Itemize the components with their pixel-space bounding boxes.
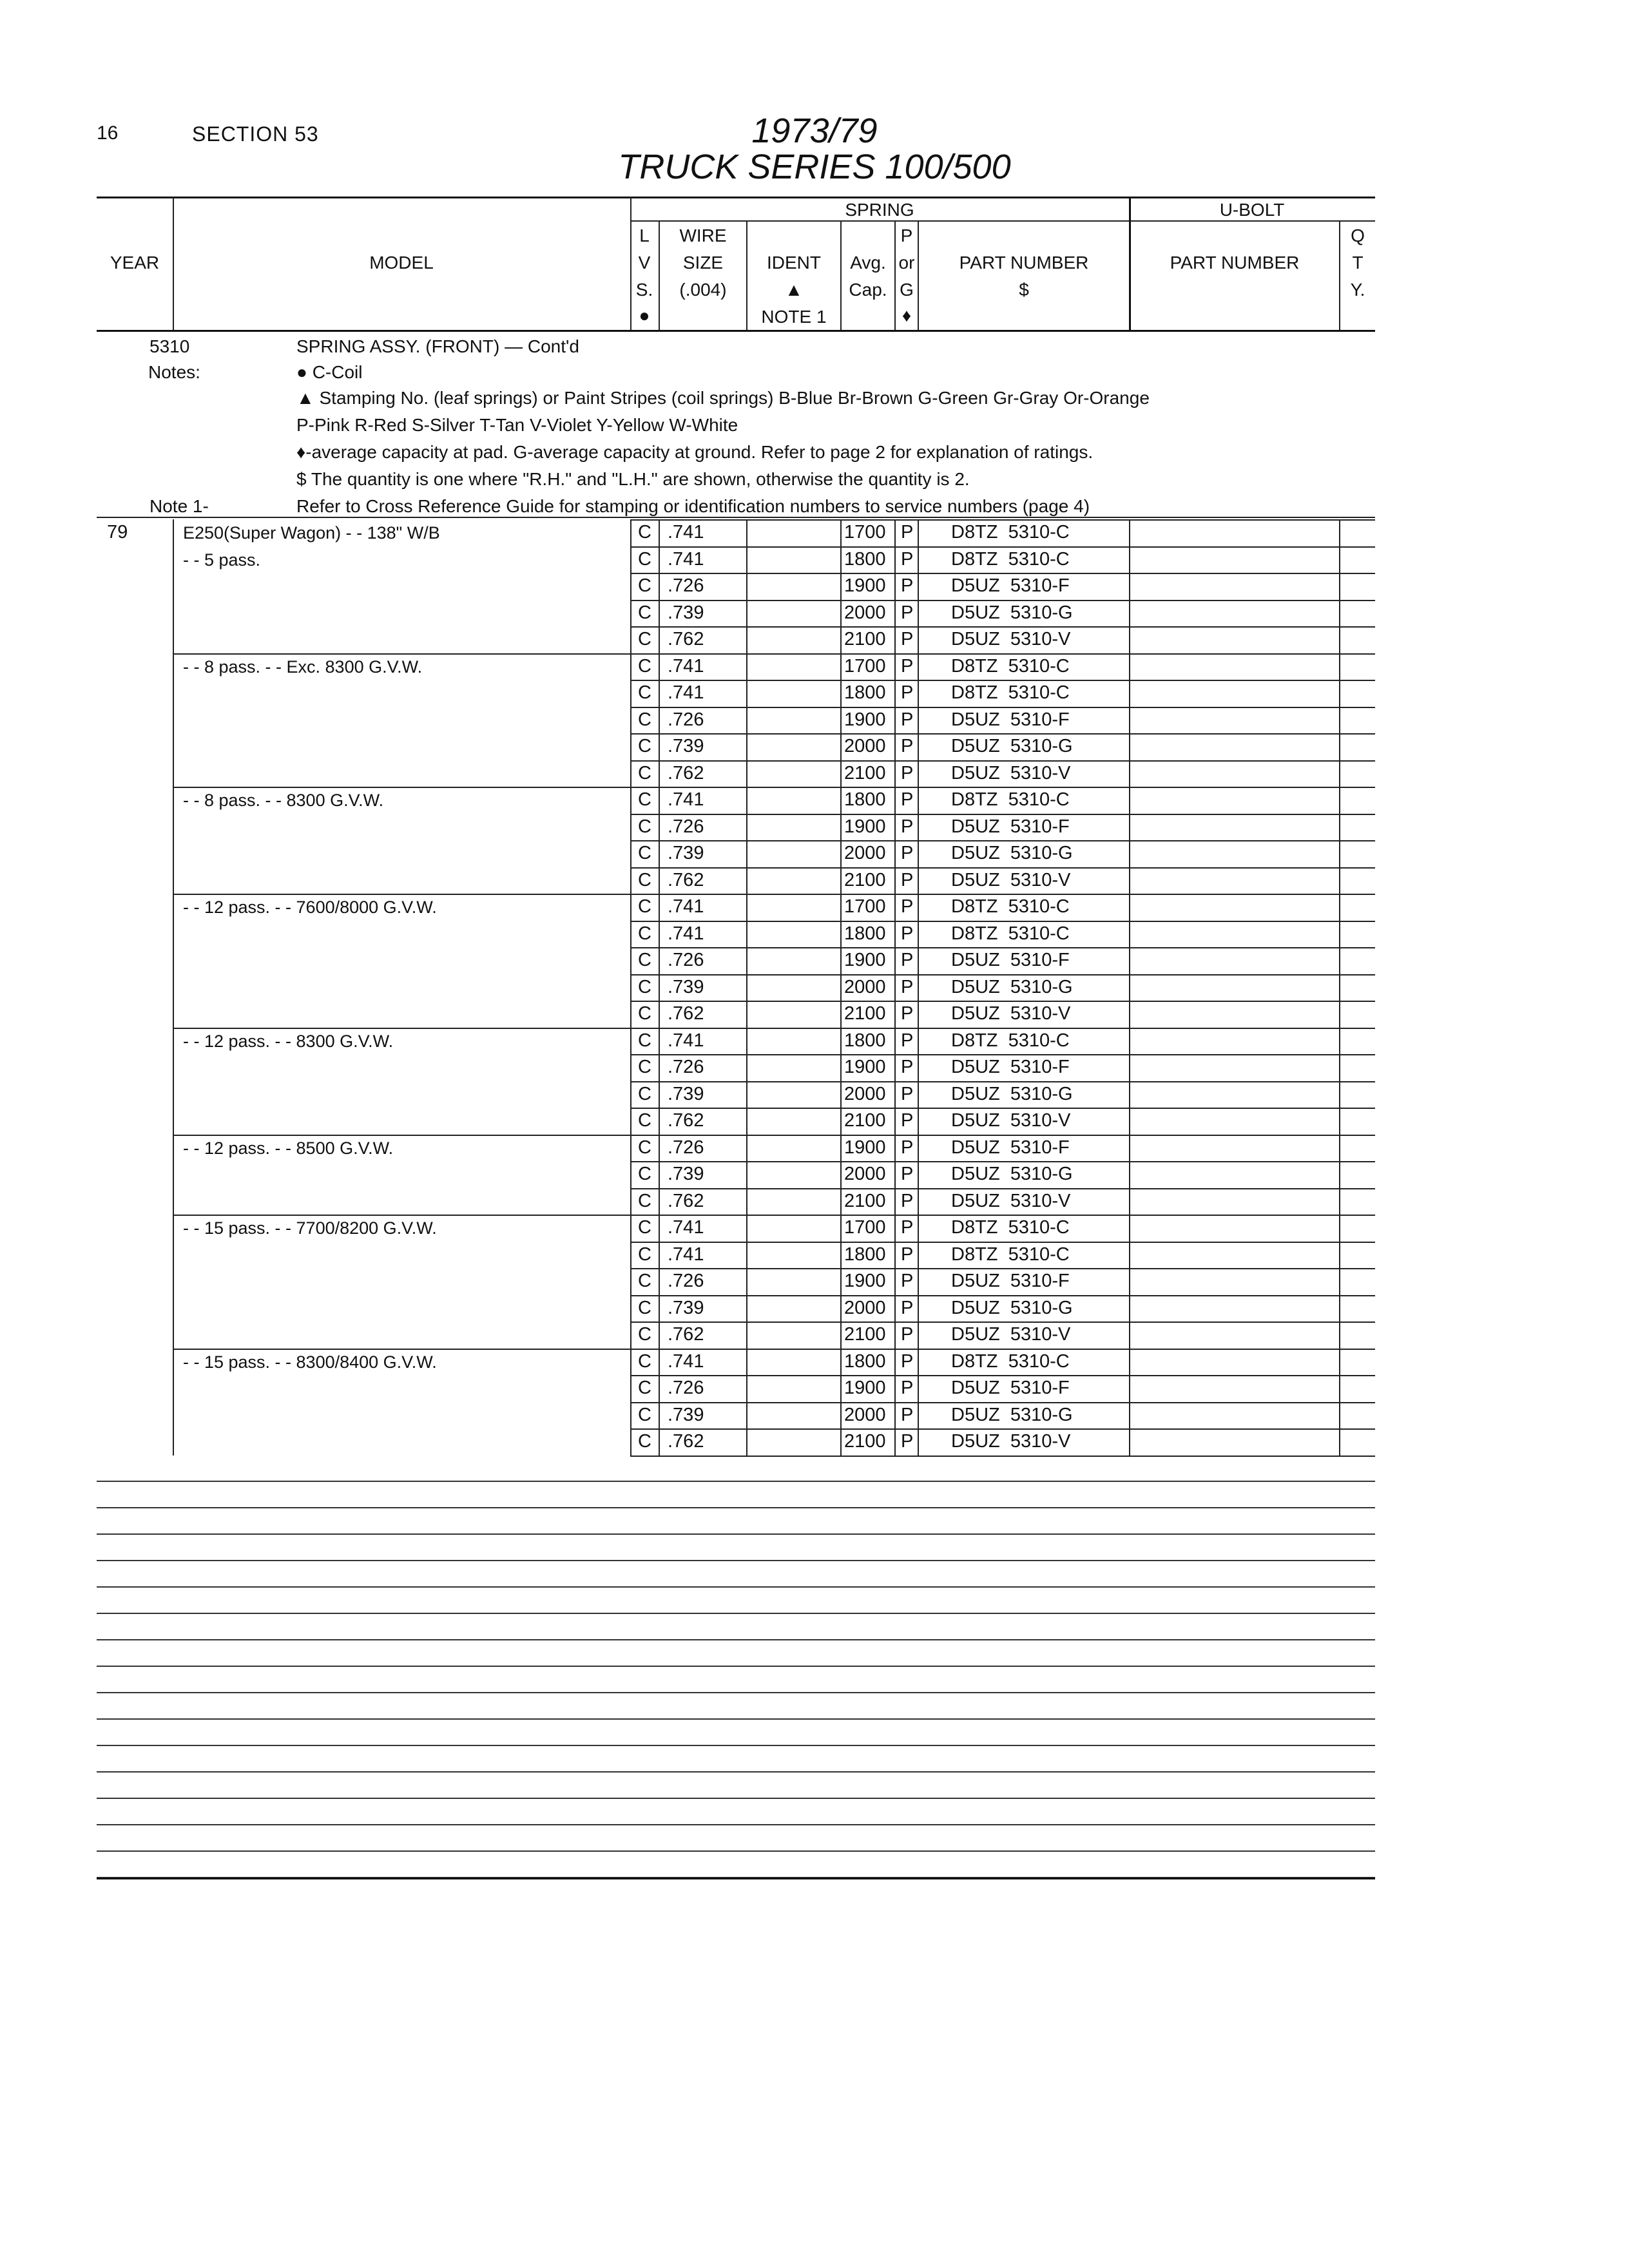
wire-size-cell: .739 [668, 1083, 704, 1104]
wire-size-cell: .726 [668, 816, 704, 837]
p-or-g-cell: P [901, 1350, 914, 1372]
lvs-cell: C [638, 789, 651, 810]
model-group-rule [173, 1028, 630, 1029]
pg-divider [918, 519, 919, 1456]
spring-part-number-cell: D5UZ 5310-F [951, 575, 1070, 596]
p-or-g-cell: P [901, 869, 914, 890]
avg-cap-cell: 2100 [844, 762, 886, 783]
qty-divider [1339, 519, 1340, 1456]
spring-part-number-cell: D5UZ 5310-F [951, 950, 1070, 970]
p-or-g-cell: P [901, 950, 914, 970]
blank-ruled-line [97, 1745, 1375, 1746]
lvs-cell: C [638, 1110, 651, 1131]
p-or-g-cell: P [901, 1190, 914, 1211]
bullet-symbol: ● [639, 305, 650, 325]
wire-size-cell: .741 [668, 1244, 704, 1265]
p-or-g-cell: P [901, 1271, 914, 1291]
model-cell: - - 12 pass. - - 7600/8000 G.V.W. [183, 898, 437, 917]
spring-part-number-cell: D8TZ 5310-C [951, 522, 1070, 543]
wire-size-cell: .741 [668, 522, 704, 543]
wire-size-cell: .741 [668, 896, 704, 917]
model-group-rule [173, 1349, 630, 1350]
ubolt-part-number-header: PART NUMBER [1170, 253, 1300, 273]
wire-size-cell: .741 [668, 655, 704, 677]
lvs-cell: C [638, 843, 651, 863]
spring-part-number-cell: D5UZ 5310-F [951, 1378, 1070, 1398]
avg-cap-cell: 2000 [844, 736, 886, 756]
dollar-symbol: $ [1019, 280, 1029, 300]
model-cell: - - 15 pass. - - 8300/8400 G.V.W. [183, 1352, 437, 1372]
lvs-cell: C [638, 1378, 651, 1398]
wire-size-cell: .726 [668, 1137, 704, 1158]
spring-part-number-cell: D8TZ 5310-C [951, 548, 1070, 570]
group-code: 5310 [149, 336, 190, 356]
avg-cap-cell: 1900 [844, 1271, 886, 1291]
spring-part-number-cell: D5UZ 5310-G [951, 1404, 1073, 1425]
p-or-g-cell: P [901, 976, 914, 997]
note-line: $ The quantity is one where "R.H." and "L.H." are shown, otherwise the quantity is 2. [296, 469, 970, 489]
spring-part-number-cell: D8TZ 5310-C [951, 896, 1070, 917]
p-or-g-cell: P [901, 1137, 914, 1158]
model-cell: - - 8 pass. - - Exc. 8300 G.V.W. [183, 657, 423, 677]
ident-divider [840, 220, 842, 330]
spring-part-number-cell: D5UZ 5310-V [951, 1324, 1071, 1345]
lvs-cell: C [638, 1030, 651, 1051]
lvs-cell: C [638, 1404, 651, 1425]
blank-ruled-line [97, 1586, 1375, 1588]
p-or-g-cell: P [901, 682, 914, 703]
avg-cap-cell: 1900 [844, 709, 886, 730]
avg-cap-cell: 1800 [844, 1030, 886, 1051]
lvs-cell: C [638, 1190, 651, 1211]
lvs-cell: C [638, 575, 651, 596]
lvs-cell: C [638, 1057, 651, 1077]
wire-size-cell: .762 [668, 1110, 704, 1131]
notes-label: Notes: [148, 362, 200, 382]
wire-size-cell: .741 [668, 923, 704, 944]
spring-part-number-cell: D8TZ 5310-C [951, 923, 1070, 944]
triangle-symbol: ▲ [785, 280, 803, 300]
p-or-g-cell: P [901, 1324, 914, 1345]
avg-cap-cell: 2000 [844, 976, 886, 997]
lvs-cell: C [638, 950, 651, 970]
wire-size-cell: .762 [668, 1324, 704, 1345]
avg-cap-cell: 2100 [844, 1003, 886, 1024]
avg-cap-cell: 2000 [844, 1297, 886, 1318]
spring-part-number-cell: D8TZ 5310-C [951, 1244, 1070, 1265]
spring-part-number-cell: D5UZ 5310-F [951, 816, 1070, 837]
avg-cap-cell: 1700 [844, 522, 886, 543]
model-cell: - - 8 pass. - - 8300 G.V.W. [183, 791, 384, 810]
wire-size-cell: .741 [668, 1217, 704, 1238]
blank-ruled-line [97, 1507, 1375, 1508]
spring-part-number-cell: D5UZ 5310-V [951, 1110, 1071, 1131]
cap-divider [894, 519, 896, 1456]
lvs-cell: C [638, 736, 651, 756]
lvs-cell: C [638, 709, 651, 730]
avg-cap-cell: 2100 [844, 1110, 886, 1131]
spring-part-number-cell: D5UZ 5310-F [951, 1137, 1070, 1158]
model-group-rule [173, 1215, 630, 1216]
lvs-cell: C [638, 1137, 651, 1158]
model-group-rule [173, 787, 630, 788]
blank-ruled-line [97, 1798, 1375, 1799]
spring-part-number-cell: D5UZ 5310-F [951, 1271, 1070, 1291]
p-or-g-cell: P [901, 575, 914, 596]
p-or-g-cell: P [901, 816, 914, 837]
lvs-cell: C [638, 1324, 651, 1345]
p-or-g-cell: P [901, 629, 914, 649]
avg-cap-cell: 1800 [844, 1350, 886, 1372]
model-header: MODEL [369, 253, 434, 273]
wire-size-cell: .762 [668, 869, 704, 890]
spring-part-number-cell: D5UZ 5310-G [951, 736, 1073, 756]
lvs-cell: C [638, 869, 651, 890]
lvs-cell: C [638, 682, 651, 703]
model-group-rule [173, 653, 630, 655]
wire-size-cell: .739 [668, 843, 704, 863]
avg-cap-cell: 2100 [844, 1190, 886, 1211]
p-or-g-cell: P [901, 709, 914, 730]
wire-size-cell: .739 [668, 736, 704, 756]
lvs-cell: C [638, 655, 651, 677]
lvs-cell: C [638, 1003, 651, 1024]
blank-ruled-line [97, 1666, 1375, 1667]
avg-cap-cell: 1800 [844, 1244, 886, 1265]
avg-cap-cell: 2100 [844, 1431, 886, 1452]
note1-text: Refer to Cross Reference Guide for stamping or identification numbers to service numbers (page 4) [296, 496, 1090, 516]
p-or-g-cell: P [901, 1110, 914, 1131]
p-or-g-cell: P [901, 655, 914, 677]
p-or-g-cell: P [901, 1030, 914, 1051]
wire-size-cell: .741 [668, 1350, 704, 1372]
avg-cap-cell: 2100 [844, 1324, 886, 1345]
lvs-cell: C [638, 629, 651, 649]
wire-size-cell: .739 [668, 1297, 704, 1318]
avg-cap-cell: 2100 [844, 629, 886, 649]
row-rule [630, 1456, 1375, 1457]
wire-size-cell: .726 [668, 709, 704, 730]
blank-ruled-line [97, 1481, 1375, 1482]
lvs-cell: C [638, 923, 651, 944]
spring-part-number-cell: D5UZ 5310-G [951, 1164, 1073, 1184]
page-bottom-rule [97, 1878, 1375, 1879]
lvs-cell: C [638, 762, 651, 783]
model-cell: - - 12 pass. - - 8500 G.V.W. [183, 1138, 394, 1158]
header-bottom-rule [97, 330, 1375, 332]
lvs-cell: C [638, 1297, 651, 1318]
avg-cap-cell: 1700 [844, 655, 886, 677]
p-or-g-cell: P [901, 1164, 914, 1184]
wire-size-cell: .739 [668, 602, 704, 623]
spring-part-number-cell: D8TZ 5310-C [951, 1217, 1070, 1238]
wire-size-cell: .726 [668, 1271, 704, 1291]
model-divider [630, 519, 631, 1456]
p-or-g-cell: P [901, 1217, 914, 1238]
model-cell: E250(Super Wagon) - - 138" W/B [183, 523, 440, 543]
avg-cap-cell: 2000 [844, 1083, 886, 1104]
p-or-g-cell: P [901, 1378, 914, 1398]
lvs-cell: C [638, 816, 651, 837]
avg-cap-cell: 2000 [844, 1404, 886, 1425]
avg-cap-cell: 1800 [844, 923, 886, 944]
wire-size-cell: .762 [668, 1431, 704, 1452]
avg-cap-cell: 1800 [844, 789, 886, 810]
spring-part-number-cell: D8TZ 5310-C [951, 1350, 1070, 1372]
blank-ruled-line [97, 1560, 1375, 1561]
spring-part-number-cell: D5UZ 5310-F [951, 1057, 1070, 1077]
lvs-cell: C [638, 1271, 651, 1291]
spring-part-number-cell: D5UZ 5310-G [951, 602, 1073, 623]
spring-part-number-cell: D5UZ 5310-V [951, 1431, 1071, 1452]
lvs-cell: C [638, 548, 651, 570]
lvs-cell: C [638, 1217, 651, 1238]
page-title-years: 1973/79 [751, 111, 878, 150]
spring-part-number-cell: D5UZ 5310-V [951, 629, 1071, 649]
year-model-divider [173, 519, 174, 1456]
avg-cap-cell: 1900 [844, 816, 886, 837]
p-or-g-cell: P [901, 762, 914, 783]
wire-size-cell: .741 [668, 548, 704, 570]
lvs-cell: C [638, 1164, 651, 1184]
wire-size-cell: .762 [668, 1190, 704, 1211]
p-or-g-cell: P [901, 602, 914, 623]
p-or-g-cell: P [901, 843, 914, 863]
lvs-cell: C [638, 1244, 651, 1265]
spring-part-number-cell: D5UZ 5310-V [951, 762, 1071, 783]
section-label: SECTION 53 [192, 122, 319, 146]
wire-divider [746, 519, 747, 1456]
avg-cap-cell: 1900 [844, 575, 886, 596]
blank-ruled-line [97, 1850, 1375, 1852]
lvs-cell: C [638, 1350, 651, 1372]
header-top-rule [97, 197, 1375, 198]
spring-part-number-cell: D8TZ 5310-C [951, 655, 1070, 677]
wire-size-cell: .726 [668, 950, 704, 970]
wire-size-cell: .726 [668, 1378, 704, 1398]
model-cell: - - 12 pass. - - 8300 G.V.W. [183, 1031, 394, 1051]
spring-part-number-cell: D5UZ 5310-V [951, 1190, 1071, 1211]
blank-ruled-line [97, 1824, 1375, 1825]
blank-ruled-line [97, 1533, 1375, 1535]
blank-ruled-line [97, 1639, 1375, 1640]
note-line: ● C-Coil [296, 362, 363, 382]
year-header: YEAR [110, 253, 160, 273]
lvs-cell: C [638, 1083, 651, 1104]
avg-cap-cell: 1800 [844, 682, 886, 703]
p-or-g-cell: P [901, 1003, 914, 1024]
spring-subheader-rule [630, 220, 1375, 222]
pg-divider [918, 220, 919, 330]
page-number: 16 [97, 122, 119, 144]
wire-size-cell: .739 [668, 1404, 704, 1425]
ubolt-header: U-BOLT [1219, 200, 1285, 220]
ident-divider [840, 519, 842, 1456]
wire-size-cell: .741 [668, 1030, 704, 1051]
lvs-divider [659, 519, 660, 1456]
spring-part-number-cell: D5UZ 5310-V [951, 1003, 1071, 1024]
avg-cap-cell: 1900 [844, 950, 886, 970]
table-top-rule [630, 519, 1375, 521]
avg-cap-cell: 2000 [844, 843, 886, 863]
wire-size-cell: .739 [668, 976, 704, 997]
avg-cap-cell: 2000 [844, 602, 886, 623]
wire-size-cell: .726 [668, 575, 704, 596]
page-title-series: TRUCK SERIES 100/500 [618, 148, 1011, 186]
lvs-cell: C [638, 896, 651, 917]
wire-size-cell: .739 [668, 1164, 704, 1184]
p-or-g-cell: P [901, 923, 914, 944]
blank-ruled-line [97, 1718, 1375, 1720]
p-or-g-cell: P [901, 1431, 914, 1452]
spring-part-number-cell: D5UZ 5310-G [951, 843, 1073, 863]
avg-cap-cell: 1800 [844, 548, 886, 570]
year-cell: 79 [107, 522, 128, 543]
lvs-cell: C [638, 522, 651, 543]
p-or-g-cell: P [901, 896, 914, 917]
lvs-cell: C [638, 1431, 651, 1452]
p-or-g-cell: P [901, 522, 914, 543]
model-group-rule [173, 894, 630, 895]
diamond-symbol: ♦ [901, 305, 912, 325]
spring-part-number-cell: D5UZ 5310-V [951, 869, 1071, 890]
note-line: ♦-average capacity at pad. G-average capacity at ground. Refer to page 2 for explanation of ratings. [296, 442, 1094, 462]
wire-size-cell: .762 [668, 629, 704, 649]
notes-bottom-rule [97, 517, 1375, 518]
p-or-g-cell: P [901, 1244, 914, 1265]
wire-size-cell: .762 [668, 1003, 704, 1024]
blank-ruled-line [97, 1613, 1375, 1614]
p-or-g-cell: P [901, 548, 914, 570]
wire-size-cell: .741 [668, 682, 704, 703]
wire-size-cell: .741 [668, 789, 704, 810]
note1-label: Note 1- [149, 496, 209, 516]
model-group-rule [173, 1135, 630, 1136]
spring-part-number-cell: D8TZ 5310-C [951, 682, 1070, 703]
avg-cap-cell: 1900 [844, 1378, 886, 1398]
blank-ruled-line [97, 1692, 1375, 1693]
p-or-g-cell: P [901, 1297, 914, 1318]
lvs-cell: C [638, 976, 651, 997]
spring-part-number-cell: D8TZ 5310-C [951, 1030, 1070, 1051]
avg-cap-cell: 1900 [844, 1137, 886, 1158]
p-or-g-cell: P [901, 1057, 914, 1077]
p-or-g-cell: P [901, 1083, 914, 1104]
p-or-g-cell: P [901, 736, 914, 756]
avg-cap-cell: 1900 [844, 1057, 886, 1077]
note-line: ▲ Stamping No. (leaf springs) or Paint Stripes (coil springs) B-Blue Br-Brown G-Green Gr-Gray Or-Orange [296, 388, 1150, 408]
spring-header: SPRING [845, 200, 914, 220]
p-or-g-cell: P [901, 789, 914, 810]
avg-cap-cell: 1700 [844, 896, 886, 917]
avg-cap-cell: 2000 [844, 1164, 886, 1184]
lvs-cell: C [638, 602, 651, 623]
wire-size-cell: .726 [668, 1057, 704, 1077]
note-line: P-Pink R-Red S-Silver T-Tan V-Violet Y-Yellow W-White [296, 415, 738, 435]
group-name: SPRING ASSY. (FRONT) — Cont'd [296, 336, 579, 356]
spring-part-number-cell: D8TZ 5310-C [951, 789, 1070, 810]
avg-cap-cell: 1700 [844, 1217, 886, 1238]
wire-size-cell: .762 [668, 762, 704, 783]
spring-part-number-cell: D5UZ 5310-G [951, 1083, 1073, 1104]
spring-part-number-cell: D5UZ 5310-G [951, 1297, 1073, 1318]
spring-part-number-cell: D5UZ 5310-F [951, 709, 1070, 730]
blank-ruled-line [97, 1771, 1375, 1773]
model-cell: - - 15 pass. - - 7700/8200 G.V.W. [183, 1218, 437, 1238]
avg-cap-cell: 2100 [844, 869, 886, 890]
p-or-g-cell: P [901, 1404, 914, 1425]
spring-part-number-cell: D5UZ 5310-G [951, 976, 1073, 997]
model-cell: - - 5 pass. [183, 550, 261, 570]
spring-ubolt-divider [1129, 519, 1130, 1456]
